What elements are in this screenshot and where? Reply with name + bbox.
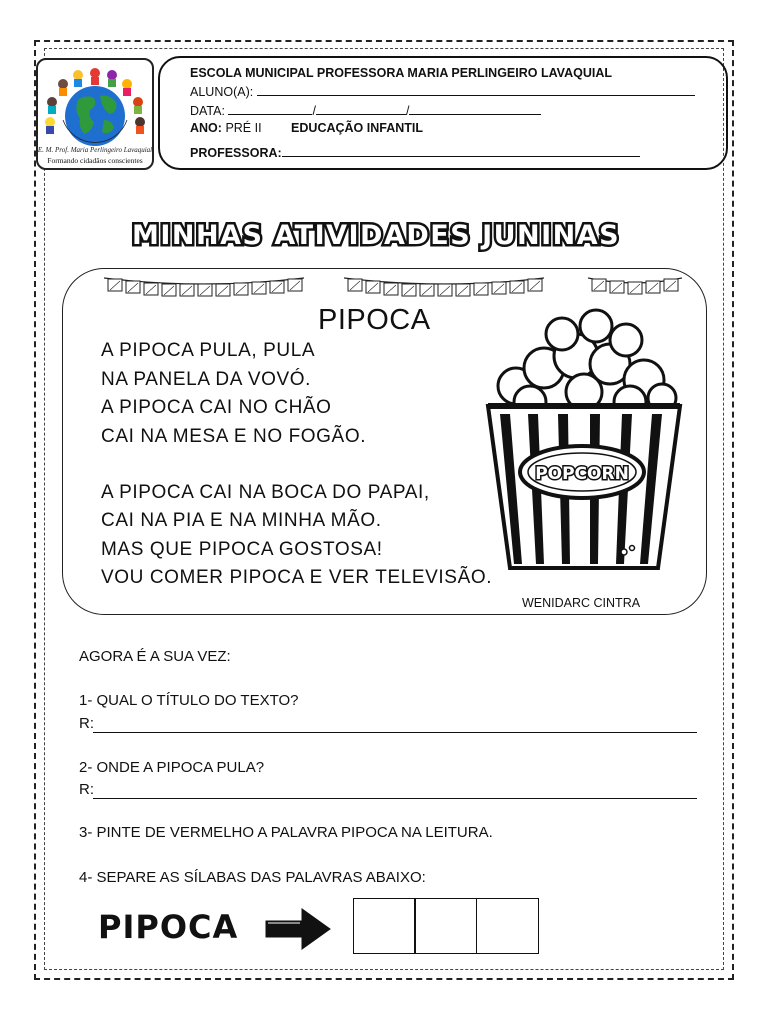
- poem-line: A PIPOCA CAI NO CHÃO: [101, 397, 332, 418]
- globe-with-children-logo-icon: [38, 60, 152, 168]
- date-year-field[interactable]: [409, 102, 541, 115]
- grade-value: PRÉ II: [225, 121, 262, 135]
- syllable-box-1[interactable]: [353, 898, 416, 954]
- page-title-text: MINHAS ATIVIDADES JUNINAS: [132, 220, 620, 251]
- answer-label-1: R:: [79, 715, 94, 732]
- date-row: DATA: / /: [190, 102, 541, 119]
- syllable-box-2[interactable]: [414, 898, 477, 954]
- syllable-boxes: [354, 898, 539, 954]
- student-name-field[interactable]: [257, 83, 695, 96]
- questions-intro: AGORA É A SUA VEZ:: [79, 648, 231, 665]
- answer-label-2: R:: [79, 781, 94, 798]
- date-month-field[interactable]: [316, 102, 406, 115]
- answer-line-1[interactable]: [93, 731, 697, 733]
- bucket-label: POPCORN: [535, 464, 629, 484]
- date-label: DATA:: [190, 104, 225, 118]
- student-name-row: [190, 83, 695, 100]
- popcorn-bucket-icon: [484, 306, 684, 576]
- page-title: [120, 212, 620, 256]
- teacher-row: [190, 144, 640, 161]
- poem-line: MAS QUE PIPOCA GOSTOSA!: [101, 539, 383, 560]
- date-day-field[interactable]: [228, 102, 312, 115]
- poem-heading: PIPOCA: [318, 304, 431, 336]
- student-name-label: ALUNO(A):: [190, 85, 254, 99]
- grade-label: ANO:: [190, 121, 222, 135]
- grade-row: [190, 121, 423, 136]
- logo-ring-text: E. M. Prof. Maria Perlingeiro Lavaquial: [38, 146, 152, 154]
- question-1: 1- QUAL O TÍTULO DO TEXTO?: [79, 692, 299, 709]
- poem-line: VOU COMER PIPOCA E VER TELEVISÃO.: [101, 567, 493, 588]
- question-2: 2- ONDE A PIPOCA PULA?: [79, 759, 265, 776]
- poem-credit: WENIDARC CINTRA: [522, 596, 641, 610]
- poem-line: NA PANELA DA VOVÓ.: [101, 369, 312, 390]
- school-logo: [36, 58, 154, 170]
- school-name: ESCOLA MUNICIPAL PROFESSORA MARIA PERLINGEIRO LAVAQUIAL: [190, 66, 613, 80]
- answer-line-2[interactable]: [93, 797, 697, 799]
- teacher-name-field[interactable]: [282, 144, 640, 157]
- poem-line: CAI NA MESA E NO FOGÃO.: [101, 426, 367, 447]
- segment-label: EDUCAÇÃO INFANTIL: [291, 121, 423, 135]
- syllable-box-3[interactable]: [476, 898, 539, 954]
- bunting-middle: [344, 272, 544, 306]
- logo-caption: Formando cidadãos conscientes: [47, 156, 143, 165]
- question-3: 3- PINTE DE VERMELHO A PALAVRA PIPOCA NA LEITURA.: [79, 824, 493, 841]
- bunting-right: [588, 272, 682, 306]
- question-4: 4- SEPARE AS SÍLABAS DAS PALAVRAS ABAIXO:: [79, 869, 426, 886]
- right-arrow-icon: [264, 906, 332, 952]
- syllable-word: PIPOCA: [98, 908, 239, 946]
- teacher-label: PROFESSORA:: [190, 146, 282, 160]
- poem-line: A PIPOCA CAI NA BOCA DO PAPAI,: [101, 482, 430, 503]
- poem-line: CAI NA PIA E NA MINHA MÃO.: [101, 510, 382, 531]
- poem-line: A PIPOCA PULA, PULA: [101, 340, 316, 361]
- bunting-left: [104, 272, 304, 306]
